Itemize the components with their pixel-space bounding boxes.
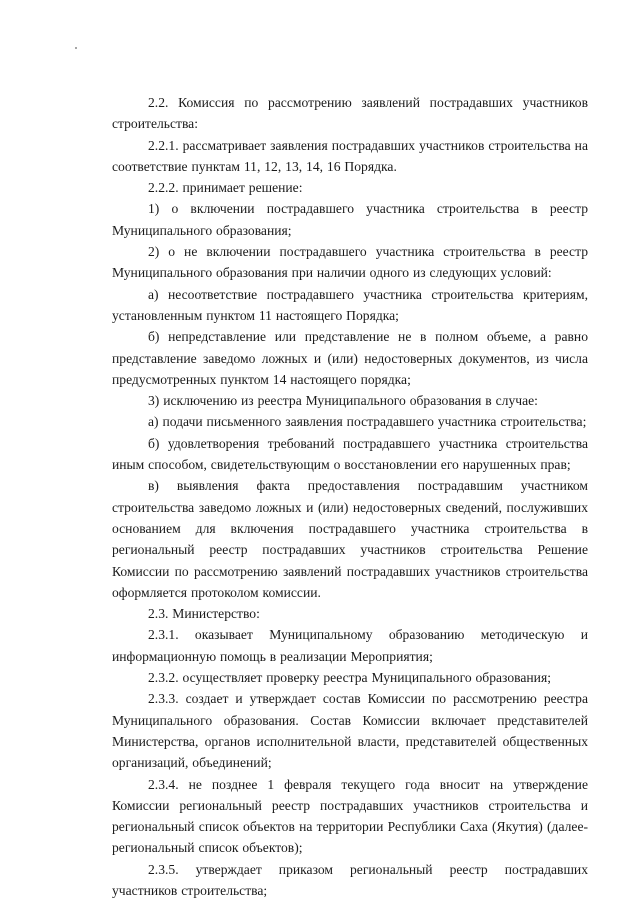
paragraph-item-2b: б) непредставление или представление не в полном объеме, а равно представление заведомо ложных и (или) недостоверных документов, из числа предусмотренных пунктом 14 настоящего порядка; <box>112 329 588 387</box>
paragraph-item-3a: а) подачи письменного заявления пострадавшего участника строительства; <box>148 414 587 430</box>
paragraph-2-2-2: 2.2.2. принимает решение: <box>148 180 303 196</box>
paragraph-2-3-1: 2.3.1. оказывает Муниципальному образованию методическую и информационную помощь в реализации Мероприятия; <box>112 627 588 664</box>
paragraph-item-3: 3) исключению из реестра Муниципального образования в случае: <box>148 393 538 409</box>
paragraph-item-1: 1) о включении пострадавшего участника строительства в реестр Муниципального образования; <box>112 201 588 238</box>
paragraph-item-2: 2) о не включении пострадавшего участника строительства в реестр Муниципального образования при наличии одного из следующих условий: <box>112 244 588 281</box>
paragraph-2-2-1: 2.2.1. рассматривает заявления пострадавших участников строительства на соответствие пунктам 11, 12, 13, 14, 16 Порядка. <box>112 137 588 174</box>
paragraph-item-3v: в) выявления факта предоставления пострадавшим участником строительства заведомо ложных и (или) недостоверных сведений, послуживших основанием для включения пострадавшего участника строительства в региональный реестр пострадавших участников строительства Решение Комиссии по рассмотрению заявлений пострадавших участников строительства оформляется протоколом комиссии. <box>112 478 588 600</box>
paragraph-2-3-2: 2.3.2. осуществляет проверку реестра Муниципального образования; <box>148 670 551 686</box>
paragraph-2-3-4: 2.3.4. не позднее 1 февраля текущего года вносит на утверждение Комиссии региональный реестр пострадавших участников строительства и региональный список объектов на территории Республики Саха (Якутия) (далее-региональный список объектов); <box>112 776 588 856</box>
scan-speck <box>75 47 77 49</box>
paragraph-2-3-3: 2.3.3. создает и утверждает состав Комиссии по рассмотрению реестра Муниципального образования. Состав Комиссии включает представителей Министерства, органов исполнительной власти, представителей общественных организаций, объединений; <box>112 691 588 771</box>
paragraph-2-3-5: 2.3.5. утверждает приказом региональный реестр пострадавших участников строительства; <box>112 861 588 898</box>
paragraph-item-2a: а) несоответствие пострадавшего участника строительства критериям, установленным пунктом 11 настоящего Порядка; <box>112 286 588 323</box>
paragraph-item-3b: б) удовлетворения требований пострадавшего участника строительства иным способом, свидетельствующим о восстановлении его нарушенных прав; <box>112 435 588 473</box>
paragraph-2-3: 2.3. Министерство: <box>148 606 260 622</box>
document-body <box>112 92 588 901</box>
paragraph-2-2: 2.2. Комиссия по рассмотрению заявлений пострадавших участников строительства: <box>112 95 588 132</box>
